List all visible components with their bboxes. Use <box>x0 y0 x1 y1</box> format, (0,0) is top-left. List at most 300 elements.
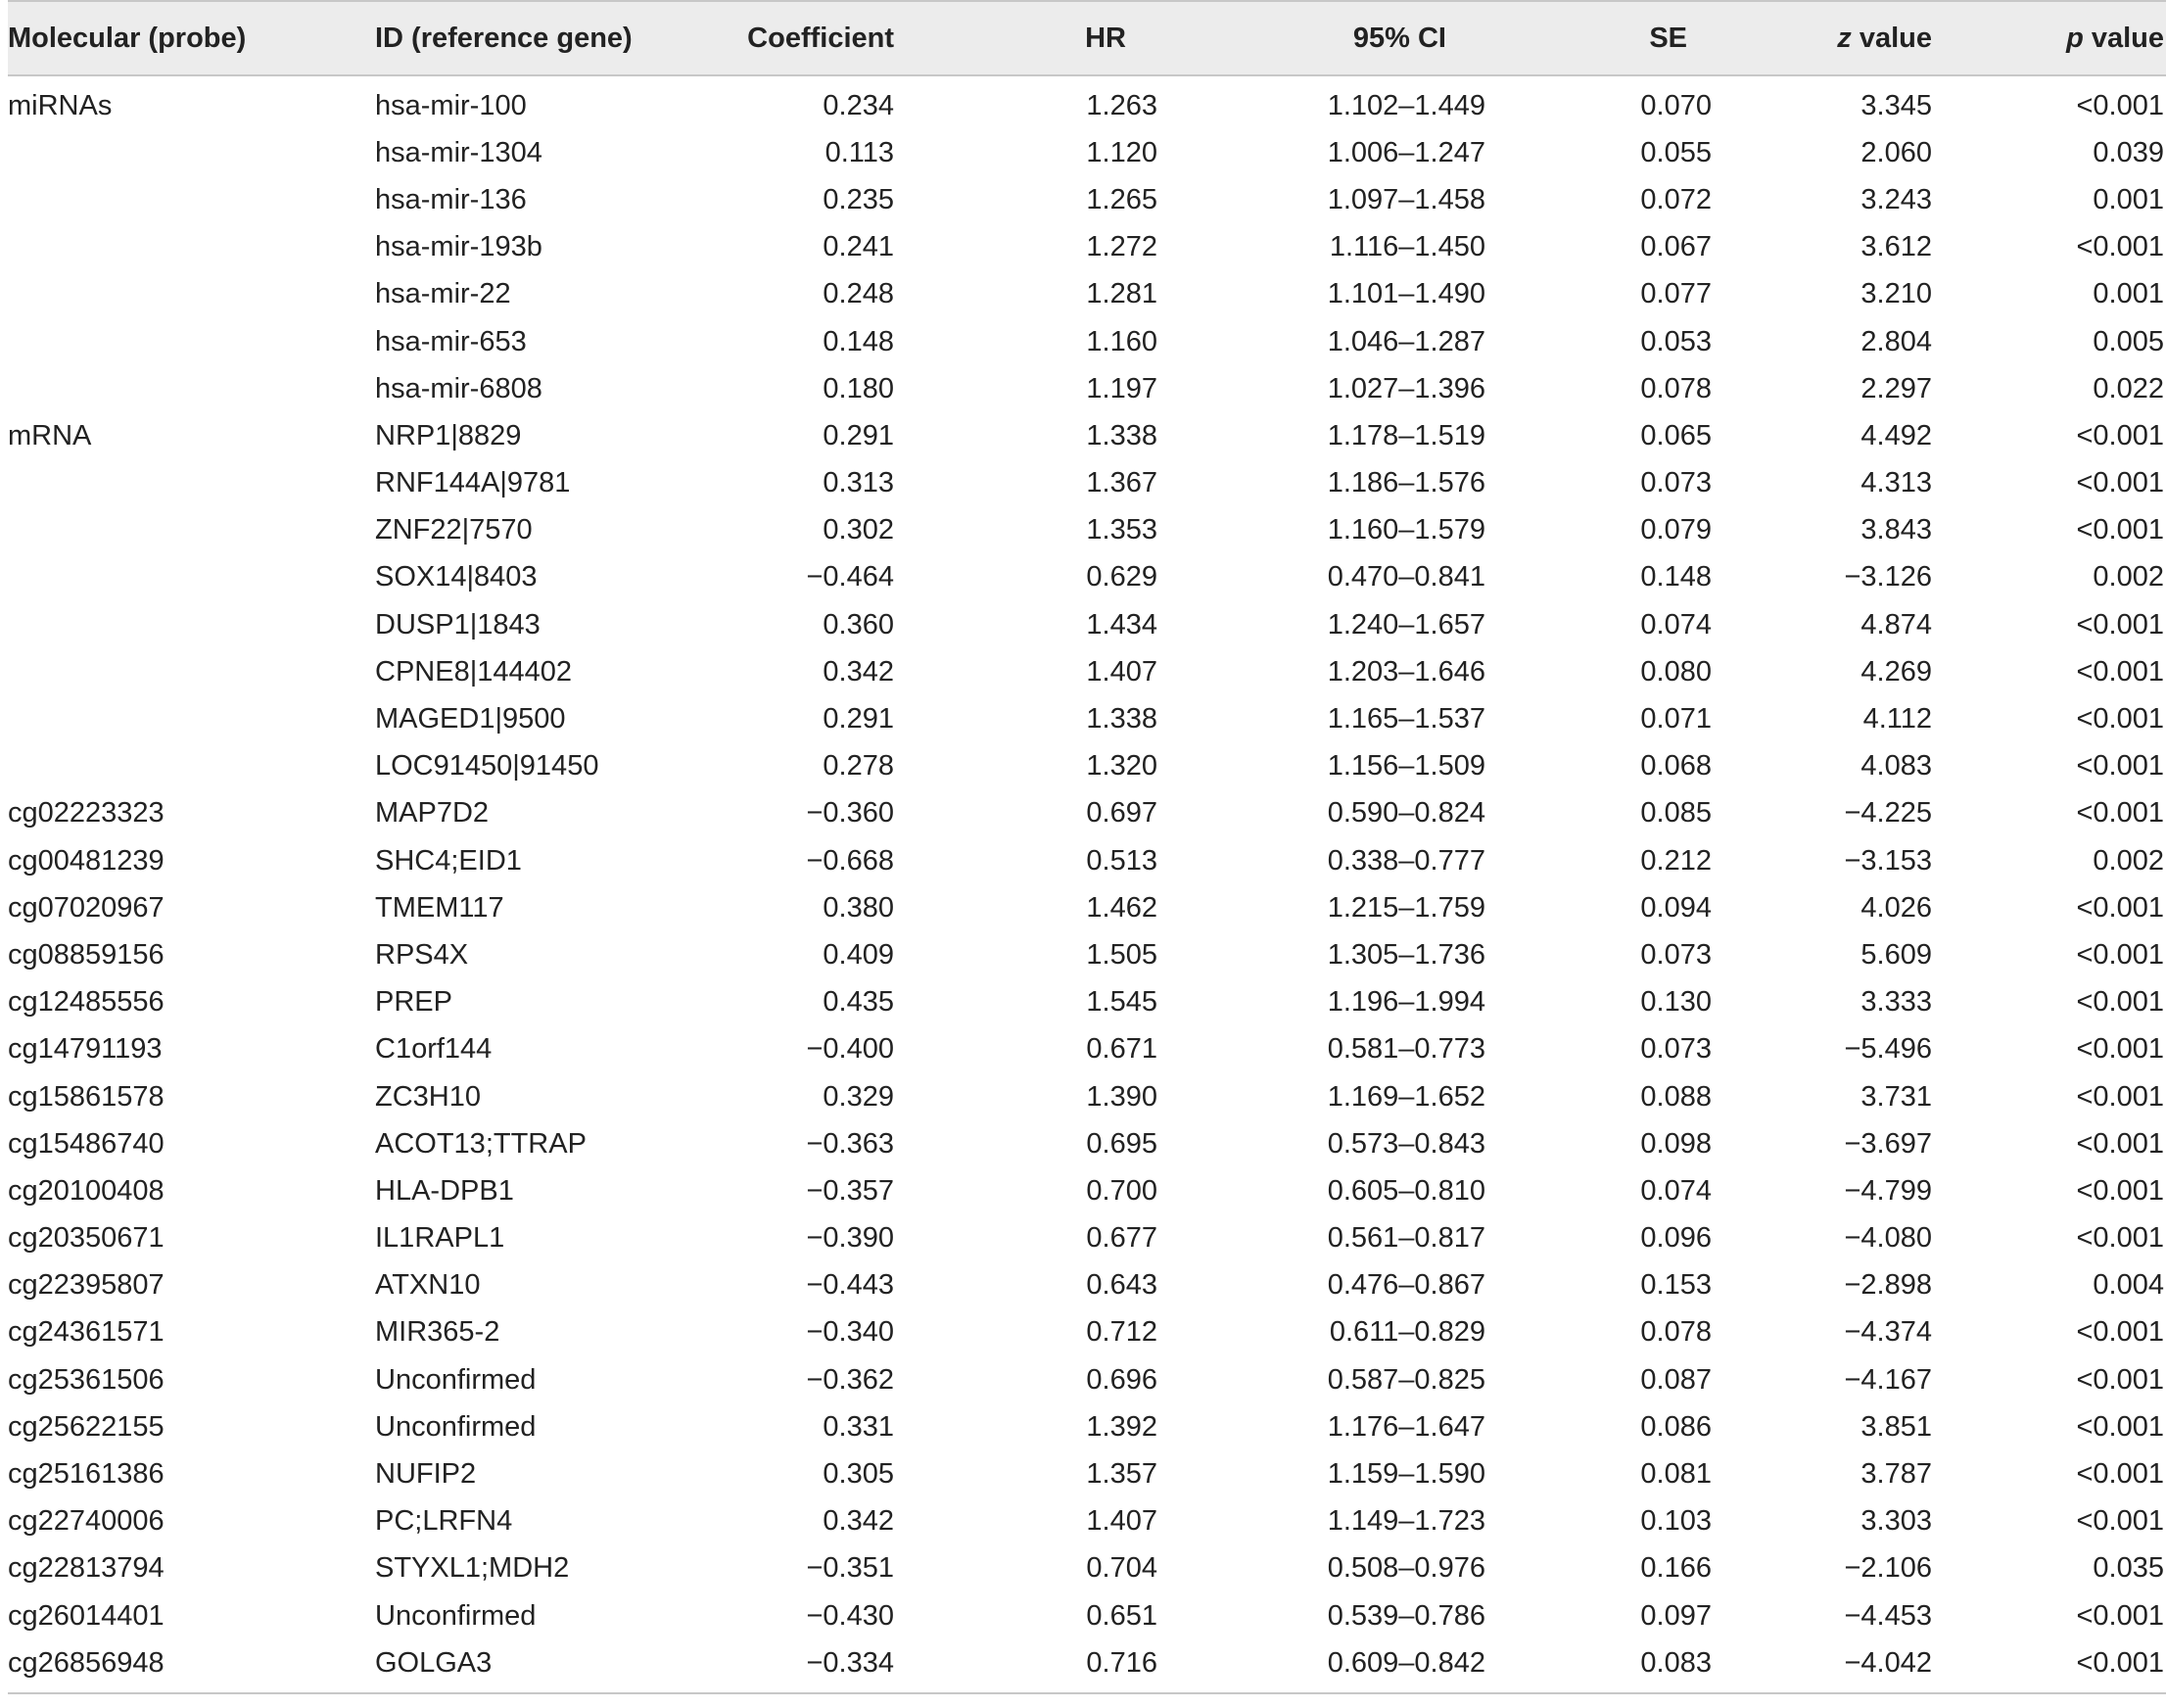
cell-hr: 1.505 <box>1086 938 1157 971</box>
cell-coefficient: −0.362 <box>806 1363 894 1396</box>
cell-id: hsa-mir-6808 <box>375 372 542 404</box>
cell-se: 0.073 <box>1640 467 1712 499</box>
table-row <box>8 790 2166 837</box>
cell-molecular: cg26856948 <box>8 1646 165 1679</box>
table-row <box>8 837 2166 884</box>
cell-ci: 1.169–1.652 <box>1327 1080 1485 1113</box>
cell-ci: 1.240–1.657 <box>1327 608 1485 640</box>
cell-hr: 1.281 <box>1086 278 1157 310</box>
header-id: ID (reference gene) <box>375 1 723 75</box>
cell-z-value: −2.898 <box>1844 1269 1932 1302</box>
cell-z-value: −4.042 <box>1844 1646 1932 1679</box>
cell-id: GOLGA3 <box>375 1646 493 1679</box>
cell-coefficient: −0.443 <box>806 1269 894 1302</box>
cell-ci: 1.046–1.287 <box>1327 325 1485 357</box>
cell-se: 0.079 <box>1640 514 1712 546</box>
cell-p-value: <0.001 <box>2076 1458 2164 1491</box>
cell-p-value: <0.001 <box>2076 1316 2164 1349</box>
table-row <box>8 1356 2166 1403</box>
cell-molecular <box>8 554 375 601</box>
cell-hr: 1.272 <box>1086 231 1157 263</box>
cell-id: PC;LRFN4 <box>375 1505 513 1538</box>
cell-hr: 0.695 <box>1086 1127 1157 1160</box>
cell-hr: 1.357 <box>1086 1458 1157 1491</box>
cell-hr: 1.462 <box>1086 891 1157 924</box>
cell-se: 0.074 <box>1640 1174 1712 1207</box>
cell-coefficient: 0.342 <box>823 655 894 688</box>
cell-id: hsa-mir-653 <box>375 325 527 357</box>
cell-p-value: <0.001 <box>2076 1174 2164 1207</box>
header-hr: HR <box>894 1 1157 75</box>
cell-p-value: <0.001 <box>2076 89 2164 121</box>
cell-ci: 1.176–1.647 <box>1327 1410 1485 1443</box>
cell-id: ACOT13;TTRAP <box>375 1127 587 1160</box>
cell-p-value: <0.001 <box>2076 608 2164 640</box>
cell-molecular: mRNA <box>8 419 92 451</box>
cell-hr: 1.367 <box>1086 467 1157 499</box>
cell-ci: 1.149–1.723 <box>1327 1505 1485 1538</box>
table-body <box>8 75 2166 1693</box>
table-row <box>8 1639 2166 1693</box>
cell-p-value: <0.001 <box>2076 797 2164 830</box>
table-row <box>8 1262 2166 1309</box>
cell-id: MAGED1|9500 <box>375 703 566 735</box>
cell-ci: 1.097–1.458 <box>1327 183 1485 215</box>
cell-ci: 0.573–0.843 <box>1327 1127 1485 1160</box>
cell-id: CPNE8|144402 <box>375 655 573 688</box>
cell-coefficient: −0.351 <box>806 1552 894 1585</box>
cell-z-value: −2.106 <box>1844 1552 1932 1585</box>
cell-id: MIR365-2 <box>375 1316 500 1349</box>
cell-hr: 0.704 <box>1086 1552 1157 1585</box>
cell-coefficient: 0.409 <box>823 938 894 971</box>
cell-coefficient: 0.113 <box>824 136 894 168</box>
cell-id: STYXL1;MDH2 <box>375 1552 570 1585</box>
cell-coefficient: −0.390 <box>806 1222 894 1255</box>
cell-molecular <box>8 507 375 554</box>
cell-se: 0.085 <box>1640 797 1712 830</box>
cell-molecular: cg25622155 <box>8 1410 165 1443</box>
cell-hr: 1.392 <box>1086 1410 1157 1443</box>
cell-p-value: <0.001 <box>2076 1646 2164 1679</box>
cell-id: Unconfirmed <box>375 1599 537 1632</box>
cell-coefficient: −0.340 <box>806 1316 894 1349</box>
cell-se: 0.153 <box>1640 1269 1712 1302</box>
cell-se: 0.080 <box>1640 655 1712 688</box>
cell-z-value: 4.083 <box>1860 750 1932 783</box>
cell-p-value: <0.001 <box>2076 231 2164 263</box>
cell-molecular <box>8 743 375 790</box>
cell-molecular: cg15486740 <box>8 1127 165 1160</box>
cell-se: 0.096 <box>1640 1222 1712 1255</box>
table-row <box>8 1403 2166 1450</box>
cell-id: HLA-DPB1 <box>375 1174 514 1207</box>
cell-coefficient: 0.313 <box>823 467 894 499</box>
cell-se: 0.073 <box>1640 1033 1712 1066</box>
cell-p-value: 0.022 <box>2093 372 2164 404</box>
cell-coefficient: 0.180 <box>823 372 894 404</box>
table-row <box>8 979 2166 1026</box>
cell-se: 0.065 <box>1640 419 1712 451</box>
cell-z-value: −4.225 <box>1844 797 1932 830</box>
header-molecular: Molecular (probe) <box>8 1 375 75</box>
cell-molecular: cg14791193 <box>8 1033 163 1066</box>
cell-se: 0.083 <box>1640 1646 1712 1679</box>
cell-p-value: 0.035 <box>2093 1552 2164 1585</box>
cell-molecular: cg26014401 <box>8 1599 165 1632</box>
cell-molecular <box>8 271 375 318</box>
cell-id: NUFIP2 <box>375 1458 477 1491</box>
cell-hr: 0.671 <box>1086 1033 1157 1066</box>
cell-coefficient: 0.360 <box>823 608 894 640</box>
cell-p-value: 0.001 <box>2093 183 2164 215</box>
cell-p-value: <0.001 <box>2076 1505 2164 1538</box>
header-z-suffix: value <box>1851 22 1932 54</box>
cell-ci: 1.203–1.646 <box>1327 655 1485 688</box>
cell-ci: 1.101–1.490 <box>1327 278 1485 310</box>
cell-molecular <box>8 224 375 271</box>
cell-p-value: 0.002 <box>2093 561 2164 593</box>
cell-p-value: <0.001 <box>2076 938 2164 971</box>
cell-ci: 1.165–1.537 <box>1327 703 1485 735</box>
cell-molecular: miRNAs <box>8 89 113 121</box>
cell-z-value: −5.496 <box>1844 1033 1932 1066</box>
cell-molecular: cg25361506 <box>8 1363 165 1396</box>
cell-coefficient: −0.360 <box>806 797 894 830</box>
cell-ci: 0.590–0.824 <box>1327 797 1485 830</box>
cell-se: 0.053 <box>1640 325 1712 357</box>
cell-coefficient: 0.435 <box>823 986 894 1019</box>
cell-ci: 0.609–0.842 <box>1327 1646 1485 1679</box>
table-row <box>8 318 2166 365</box>
cell-se: 0.130 <box>1640 986 1712 1019</box>
cell-z-value: −4.453 <box>1844 1599 1932 1632</box>
cell-id: ZNF22|7570 <box>375 514 533 546</box>
cell-id: DUSP1|1843 <box>375 608 541 640</box>
cell-se: 0.212 <box>1640 844 1712 877</box>
results-table-container <box>8 0 2164 1694</box>
cell-hr: 1.120 <box>1086 136 1157 168</box>
cell-id: RPS4X <box>375 938 469 971</box>
table-row <box>8 1545 2166 1592</box>
cell-coefficient: 0.342 <box>823 1505 894 1538</box>
cell-p-value: <0.001 <box>2076 1080 2164 1113</box>
cell-id: Unconfirmed <box>375 1410 537 1443</box>
cell-p-value: <0.001 <box>2076 891 2164 924</box>
cell-ci: 1.178–1.519 <box>1327 419 1485 451</box>
cell-ci: 0.338–0.777 <box>1327 844 1485 877</box>
cell-coefficient: −0.357 <box>806 1174 894 1207</box>
cell-hr: 0.716 <box>1086 1646 1157 1679</box>
cell-ci: 0.539–0.786 <box>1327 1599 1485 1632</box>
table-row <box>8 1120 2166 1167</box>
cox-regression-table <box>8 0 2166 1694</box>
cell-id: MAP7D2 <box>375 797 490 830</box>
table-row <box>8 412 2166 459</box>
cell-p-value: <0.001 <box>2076 1363 2164 1396</box>
cell-se: 0.078 <box>1640 372 1712 404</box>
cell-ci: 1.186–1.576 <box>1327 467 1485 499</box>
table-row <box>8 931 2166 978</box>
cell-molecular: cg00481239 <box>8 844 165 877</box>
cell-id: hsa-mir-22 <box>375 278 511 310</box>
cell-z-value: 3.851 <box>1860 1410 1932 1443</box>
cell-ci: 1.116–1.450 <box>1329 231 1485 263</box>
cell-coefficient: 0.302 <box>823 514 894 546</box>
cell-coefficient: 0.329 <box>823 1080 894 1113</box>
cell-molecular: cg15861578 <box>8 1080 165 1113</box>
cell-se: 0.073 <box>1640 938 1712 971</box>
cell-coefficient: 0.241 <box>823 231 894 263</box>
table-row <box>8 1592 2166 1639</box>
cell-id: LOC91450|91450 <box>375 750 599 783</box>
table-row <box>8 1215 2166 1262</box>
cell-z-value: 3.303 <box>1860 1505 1932 1538</box>
header-p-italic: p <box>2066 22 2084 54</box>
table-row <box>8 695 2166 742</box>
table-header <box>8 1 2166 75</box>
cell-ci: 0.476–0.867 <box>1327 1269 1485 1302</box>
header-coefficient: Coefficient <box>723 1 894 75</box>
cell-z-value: 4.112 <box>1862 703 1932 735</box>
cell-ci: 1.196–1.994 <box>1327 986 1485 1019</box>
cell-hr: 0.677 <box>1086 1222 1157 1255</box>
cell-ci: 1.159–1.590 <box>1327 1458 1485 1491</box>
cell-ci: 1.160–1.579 <box>1327 514 1485 546</box>
cell-molecular: cg12485556 <box>8 986 165 1019</box>
cell-id: NRP1|8829 <box>375 419 522 451</box>
cell-coefficient: 0.248 <box>823 278 894 310</box>
cell-se: 0.097 <box>1640 1599 1712 1632</box>
cell-hr: 0.700 <box>1086 1174 1157 1207</box>
cell-p-value: <0.001 <box>2076 703 2164 735</box>
header-z-value <box>1712 1 1932 75</box>
cell-z-value: 3.243 <box>1860 183 1932 215</box>
cell-se: 0.087 <box>1640 1363 1712 1396</box>
cell-se: 0.055 <box>1640 136 1712 168</box>
table-row <box>8 743 2166 790</box>
table-row <box>8 601 2166 648</box>
cell-hr: 1.407 <box>1086 655 1157 688</box>
cell-id: hsa-mir-100 <box>375 89 527 121</box>
cell-coefficient: −0.430 <box>806 1599 894 1632</box>
cell-molecular <box>8 318 375 365</box>
cell-se: 0.077 <box>1640 278 1712 310</box>
cell-coefficient: 0.331 <box>823 1410 894 1443</box>
cell-se: 0.086 <box>1640 1410 1712 1443</box>
cell-coefficient: −0.400 <box>806 1033 894 1066</box>
cell-id: ZC3H10 <box>375 1080 481 1113</box>
cell-hr: 1.434 <box>1086 608 1157 640</box>
cell-z-value: −3.126 <box>1844 561 1932 593</box>
cell-ci: 1.215–1.759 <box>1327 891 1485 924</box>
cell-ci: 1.006–1.247 <box>1327 136 1485 168</box>
cell-ci: 0.605–0.810 <box>1327 1174 1485 1207</box>
cell-z-value: 4.026 <box>1860 891 1932 924</box>
cell-hr: 0.651 <box>1086 1599 1157 1632</box>
cell-z-value: 3.333 <box>1860 986 1932 1019</box>
cell-z-value: 3.787 <box>1860 1458 1932 1491</box>
table-row <box>8 1026 2166 1073</box>
table-row <box>8 884 2166 931</box>
cell-hr: 1.390 <box>1086 1080 1157 1113</box>
cell-molecular: cg07020967 <box>8 891 165 924</box>
cell-coefficient: −0.363 <box>806 1127 894 1160</box>
cell-p-value: <0.001 <box>2076 1033 2164 1066</box>
table-row <box>8 554 2166 601</box>
cell-molecular: cg02223323 <box>8 797 165 830</box>
cell-p-value: <0.001 <box>2076 419 2164 451</box>
table-row <box>8 648 2166 695</box>
cell-ci: 0.470–0.841 <box>1327 561 1485 593</box>
table-row <box>8 271 2166 318</box>
cell-id: Unconfirmed <box>375 1363 537 1396</box>
cell-hr: 0.696 <box>1086 1363 1157 1396</box>
cell-coefficient: 0.291 <box>823 703 894 735</box>
cell-hr: 1.160 <box>1086 325 1157 357</box>
cell-z-value: −4.167 <box>1844 1363 1932 1396</box>
cell-molecular <box>8 460 375 507</box>
cell-coefficient: 0.278 <box>823 750 894 783</box>
cell-hr: 0.629 <box>1086 561 1157 593</box>
cell-hr: 1.338 <box>1086 703 1157 735</box>
cell-p-value: 0.039 <box>2093 136 2164 168</box>
cell-coefficient: 0.148 <box>823 325 894 357</box>
cell-p-value: <0.001 <box>2076 1410 2164 1443</box>
header-ci: 95% CI <box>1157 1 1485 75</box>
table-row <box>8 224 2166 271</box>
cell-molecular: cg22395807 <box>8 1269 165 1302</box>
cell-id: hsa-mir-136 <box>375 183 527 215</box>
table-row <box>8 1498 2166 1545</box>
cell-z-value: −4.080 <box>1844 1222 1932 1255</box>
cell-z-value: 2.804 <box>1860 325 1932 357</box>
cell-hr: 0.643 <box>1086 1269 1157 1302</box>
cell-ci: 0.611–0.829 <box>1329 1316 1485 1349</box>
cell-ci: 0.581–0.773 <box>1327 1033 1485 1066</box>
cell-hr: 0.697 <box>1086 797 1157 830</box>
cell-se: 0.070 <box>1640 89 1712 121</box>
cell-se: 0.098 <box>1640 1127 1712 1160</box>
cell-id: PREP <box>375 986 452 1019</box>
cell-coefficient: −0.668 <box>806 844 894 877</box>
cell-p-value: <0.001 <box>2076 1222 2164 1255</box>
cell-se: 0.094 <box>1640 891 1712 924</box>
cell-se: 0.103 <box>1640 1505 1712 1538</box>
cell-id: RNF144A|9781 <box>375 467 571 499</box>
cell-p-value: 0.004 <box>2093 1269 2164 1302</box>
cell-z-value: 2.060 <box>1860 136 1932 168</box>
table-row <box>8 176 2166 223</box>
cell-z-value: 5.609 <box>1860 938 1932 971</box>
cell-z-value: −3.153 <box>1844 844 1932 877</box>
cell-se: 0.068 <box>1640 750 1712 783</box>
cell-hr: 1.320 <box>1086 750 1157 783</box>
cell-z-value: 4.269 <box>1860 655 1932 688</box>
cell-z-value: 2.297 <box>1860 372 1932 404</box>
cell-molecular: cg22740006 <box>8 1505 165 1538</box>
header-z-italic: z <box>1837 22 1852 54</box>
cell-molecular: cg22813794 <box>8 1552 165 1585</box>
cell-molecular <box>8 365 375 412</box>
cell-p-value: 0.002 <box>2093 844 2164 877</box>
cell-molecular <box>8 129 375 176</box>
cell-molecular: cg24361571 <box>8 1316 165 1349</box>
cell-ci: 1.102–1.449 <box>1327 89 1485 121</box>
cell-coefficient: 0.235 <box>823 183 894 215</box>
cell-z-value: 3.612 <box>1860 231 1932 263</box>
cell-se: 0.166 <box>1640 1552 1712 1585</box>
cell-molecular <box>8 695 375 742</box>
cell-p-value: <0.001 <box>2076 655 2164 688</box>
cell-se: 0.088 <box>1640 1080 1712 1113</box>
cell-z-value: 4.313 <box>1860 467 1932 499</box>
table-row <box>8 1450 2166 1497</box>
cell-molecular <box>8 648 375 695</box>
cell-hr: 1.407 <box>1086 1505 1157 1538</box>
cell-ci: 1.305–1.736 <box>1327 938 1485 971</box>
cell-molecular: cg08859156 <box>8 938 165 971</box>
header-p-suffix: value <box>2083 22 2164 54</box>
cell-se: 0.078 <box>1640 1316 1712 1349</box>
cell-z-value: 4.874 <box>1860 608 1932 640</box>
cell-p-value: <0.001 <box>2076 1127 2164 1160</box>
header-se: SE <box>1485 1 1712 75</box>
cell-hr: 1.263 <box>1086 89 1157 121</box>
cell-id: hsa-mir-1304 <box>375 136 542 168</box>
cell-coefficient: 0.291 <box>823 419 894 451</box>
cell-coefficient: −0.334 <box>806 1646 894 1679</box>
cell-id: SOX14|8403 <box>375 561 538 593</box>
cell-p-value: <0.001 <box>2076 986 2164 1019</box>
cell-id: IL1RAPL1 <box>375 1222 505 1255</box>
cell-hr: 0.712 <box>1086 1316 1157 1349</box>
cell-p-value: <0.001 <box>2076 514 2164 546</box>
cell-z-value: 4.492 <box>1860 419 1932 451</box>
cell-z-value: −4.374 <box>1844 1316 1932 1349</box>
cell-id: ATXN10 <box>375 1269 481 1302</box>
table-row <box>8 1073 2166 1120</box>
cell-hr: 1.545 <box>1086 986 1157 1019</box>
cell-se: 0.081 <box>1640 1458 1712 1491</box>
header-p-value <box>1932 1 2166 75</box>
table-row <box>8 365 2166 412</box>
cell-coefficient: 0.234 <box>823 89 894 121</box>
cell-z-value: −4.799 <box>1844 1174 1932 1207</box>
cell-molecular <box>8 601 375 648</box>
cell-molecular: cg20100408 <box>8 1174 165 1207</box>
table-row <box>8 507 2166 554</box>
cell-molecular <box>8 176 375 223</box>
table-row <box>8 75 2166 129</box>
cell-id: TMEM117 <box>375 891 504 924</box>
cell-p-value: <0.001 <box>2076 1599 2164 1632</box>
cell-ci: 0.587–0.825 <box>1327 1363 1485 1396</box>
cell-ci: 1.156–1.509 <box>1327 750 1485 783</box>
cell-hr: 0.513 <box>1086 844 1157 877</box>
table-row <box>8 1167 2166 1214</box>
cell-se: 0.074 <box>1640 608 1712 640</box>
cell-se: 0.071 <box>1640 703 1712 735</box>
cell-ci: 0.508–0.976 <box>1327 1552 1485 1585</box>
cell-hr: 1.265 <box>1086 183 1157 215</box>
cell-se: 0.148 <box>1640 561 1712 593</box>
cell-z-value: 3.345 <box>1860 89 1932 121</box>
table-row <box>8 1309 2166 1356</box>
cell-se: 0.072 <box>1640 183 1712 215</box>
cell-z-value: 3.843 <box>1860 514 1932 546</box>
cell-z-value: 3.210 <box>1860 278 1932 310</box>
